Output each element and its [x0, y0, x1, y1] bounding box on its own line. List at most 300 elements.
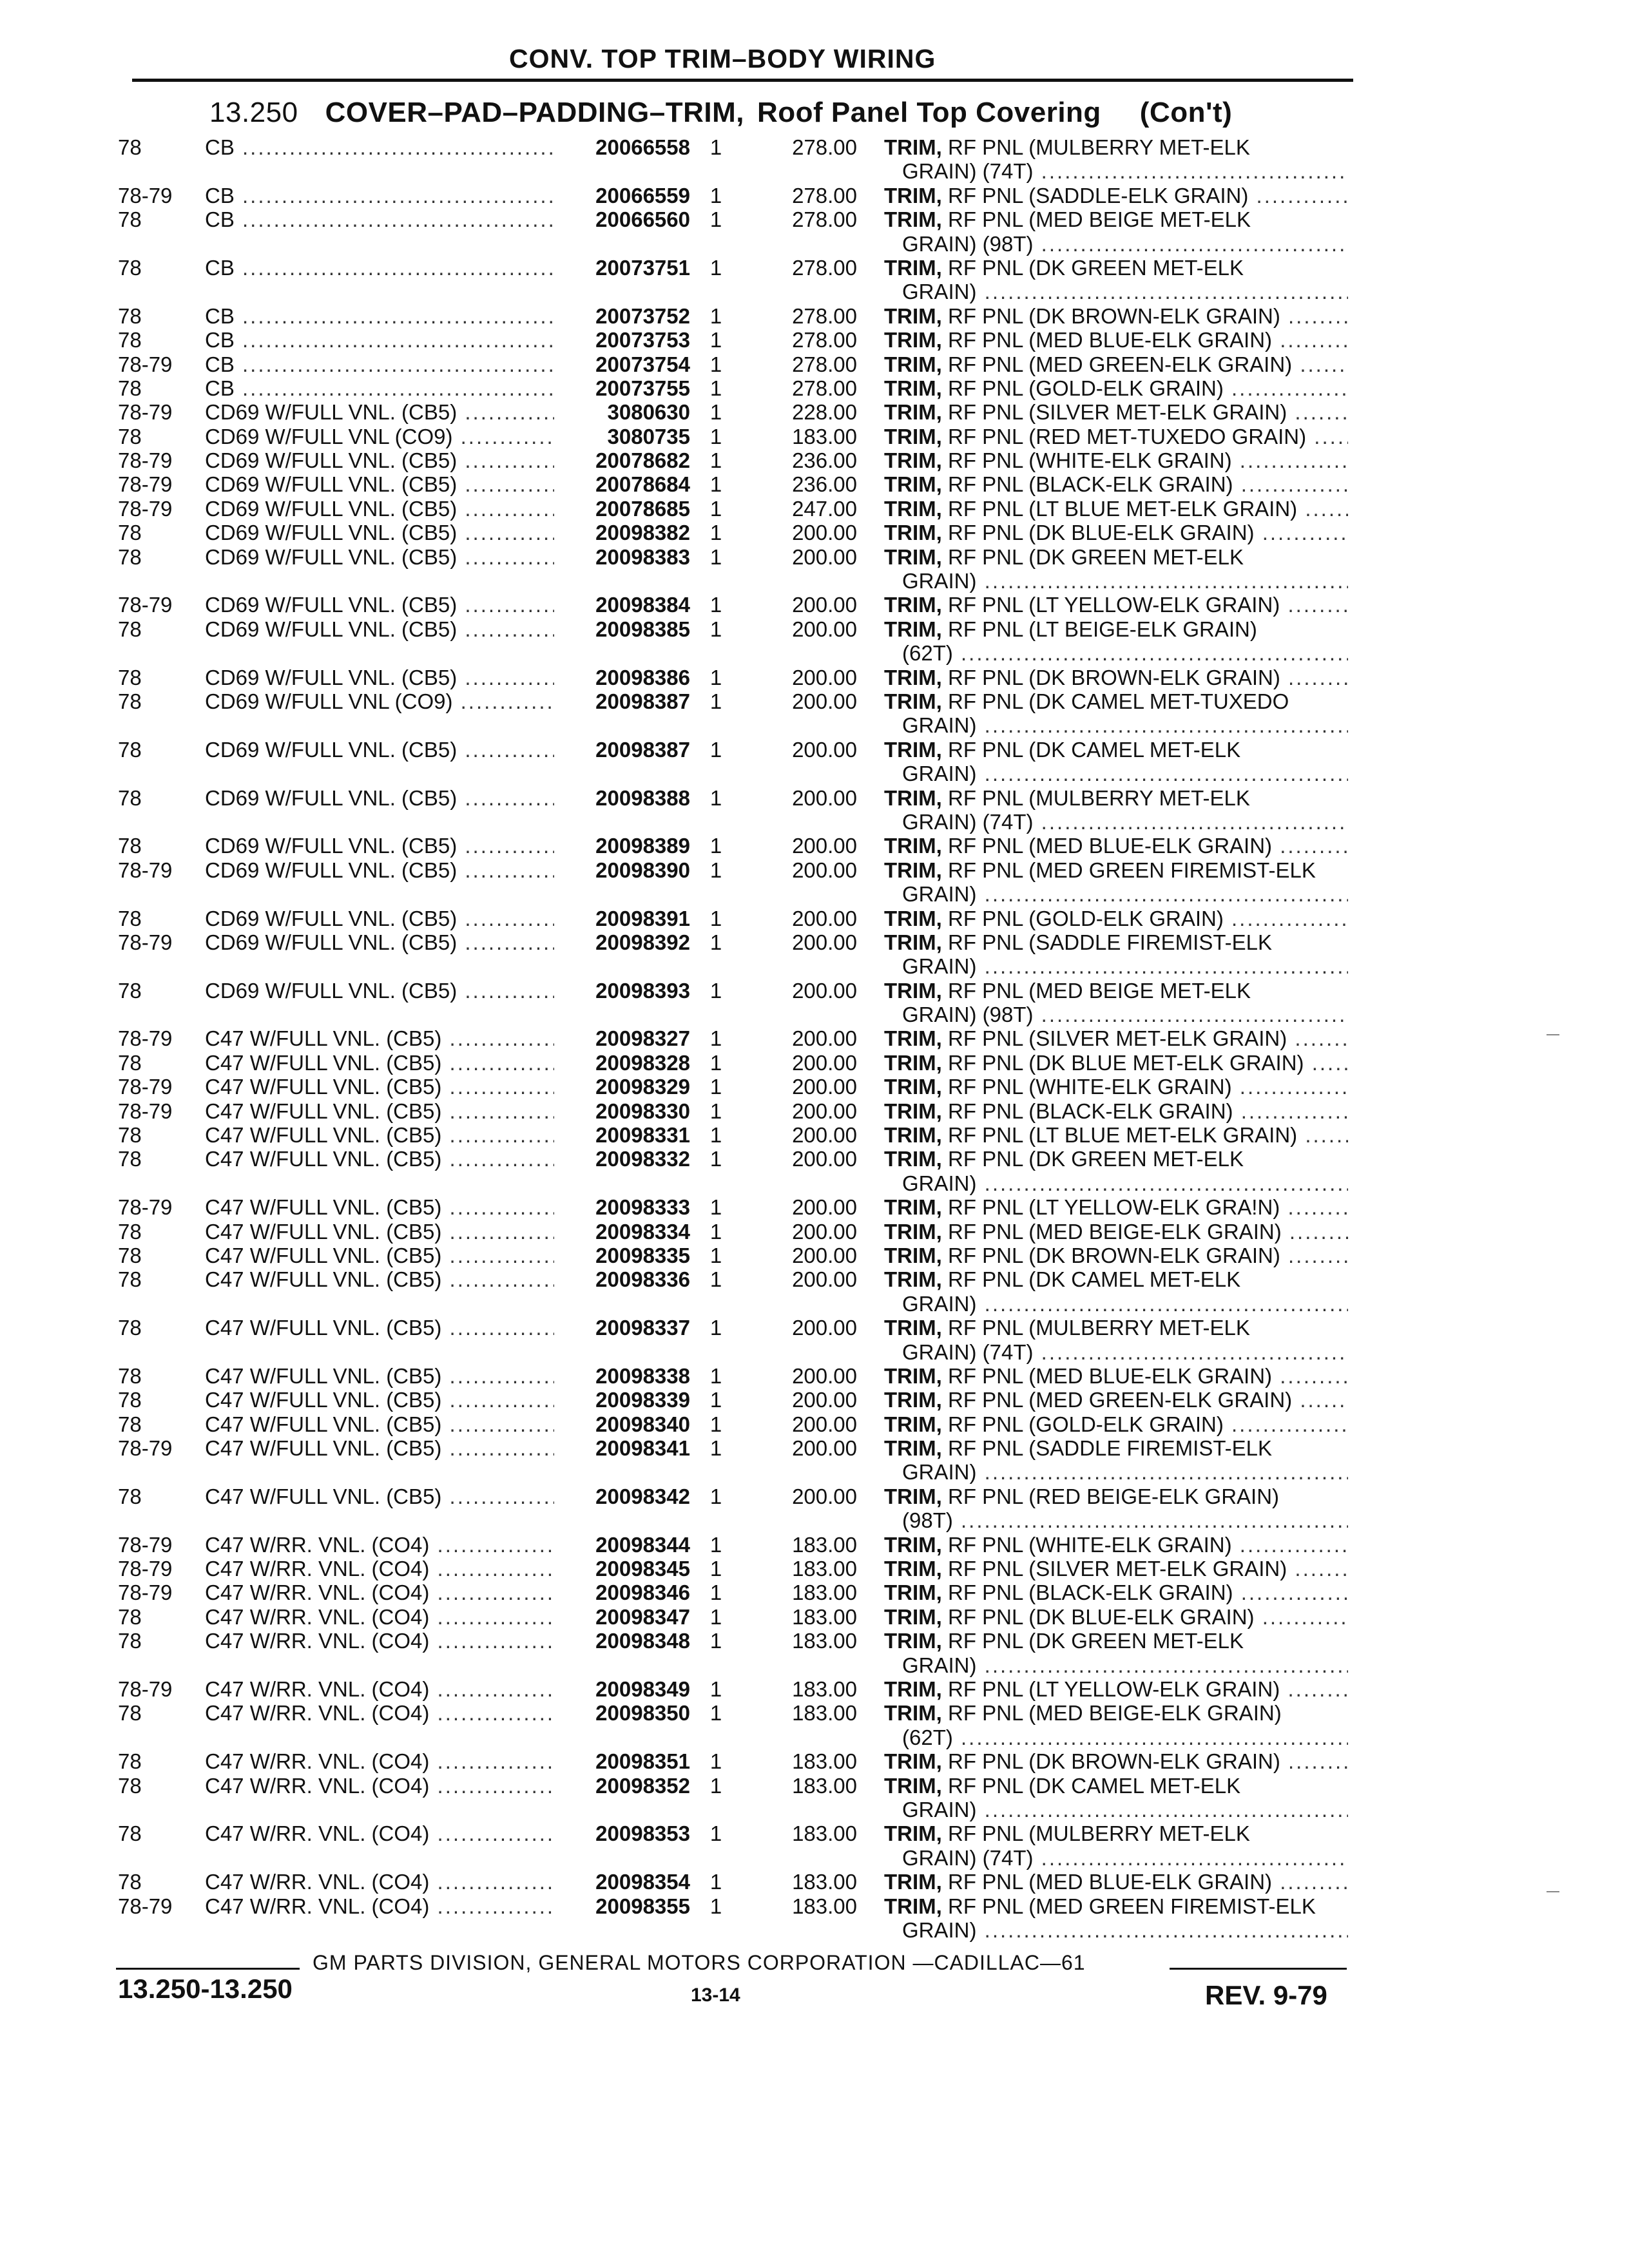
model-year: 78	[118, 1484, 142, 1508]
application: C47 W/RR. VNL. (CO4) .....	[205, 1629, 563, 1653]
description-text: RF PNL (DK CAMEL MET-ELK	[941, 737, 1241, 762]
quantity: 1	[709, 1629, 722, 1653]
description-text: RF PNL (DK BROWN-ELK GRAIN)	[941, 1749, 1280, 1774]
application: C47 W/FULL VNL. (CB5) .....	[205, 1267, 563, 1291]
table-row-continuation	[0, 713, 1629, 737]
description-text: RF PNL (MED GREEN FIREMIST-ELK	[941, 858, 1316, 882]
table-row	[0, 593, 1629, 617]
description-keyword: TRIM,	[884, 1243, 942, 1267]
description	[884, 207, 1348, 231]
quantity: 1	[709, 448, 722, 473]
price: 200.00	[792, 978, 857, 1003]
quantity: 1	[709, 1123, 722, 1148]
price: 200.00	[792, 1147, 857, 1171]
description	[884, 1099, 1348, 1123]
table-row-continuation	[0, 1918, 1629, 1942]
description-keyword: TRIM,	[884, 1484, 942, 1508]
application: C47 W/FULL VNL. (CB5) .....	[205, 1436, 563, 1460]
footer-rule-right	[1170, 1968, 1347, 1970]
description-text: RF PNL (MED BLUE-ELK GRAIN)	[941, 1363, 1273, 1388]
quantity: 1	[709, 400, 722, 425]
description	[884, 834, 1348, 858]
table-row	[0, 1677, 1629, 1701]
model-year: 78	[118, 1219, 142, 1244]
table-row	[0, 666, 1629, 689]
quantity: 1	[709, 1701, 722, 1725]
quantity: 1	[709, 1749, 722, 1774]
description-keyword: TRIM,	[884, 544, 942, 569]
price: 200.00	[792, 1243, 857, 1267]
model-year: 78-79	[118, 1894, 173, 1918]
description-keyword: TRIM,	[884, 665, 942, 689]
model-year: 78-79	[118, 1436, 173, 1461]
table-row-continuation	[0, 1725, 1629, 1749]
table-row-continuation	[0, 1003, 1629, 1026]
description-continuation: (62T) .....	[902, 1725, 1348, 1749]
description-keyword: TRIM,	[884, 1099, 942, 1123]
application: C47 W/FULL VNL. (CB5) .....	[205, 1364, 563, 1388]
description-text: RF PNL (MED BEIGE-ELK GRAIN)	[941, 1701, 1282, 1725]
quantity: 1	[709, 1316, 722, 1340]
quantity: 1	[709, 1243, 722, 1267]
description	[884, 930, 1348, 954]
quantity: 1	[709, 906, 722, 930]
description-keyword: TRIM,	[884, 737, 942, 762]
table-row	[0, 1364, 1629, 1388]
part-number: 20098392	[554, 930, 690, 954]
description-text: RF PNL (SADDLE FIREMIST-ELK	[941, 1436, 1273, 1461]
table-row	[0, 1894, 1629, 1918]
price: 278.00	[792, 328, 857, 352]
part-number: 20098347	[554, 1605, 690, 1629]
quantity: 1	[709, 617, 722, 641]
table-row	[0, 256, 1629, 280]
description-continuation: GRAIN) (74T) .....	[902, 810, 1348, 834]
description-continuation: GRAIN) (74T) .....	[902, 1846, 1348, 1870]
part-number: 20098346	[554, 1581, 690, 1604]
application: CD69 W/FULL VNL (CO9) .....	[205, 425, 563, 448]
table-row	[0, 1388, 1629, 1412]
description-keyword: TRIM,	[884, 785, 942, 810]
application: CD69 W/FULL VNL. (CB5) .....	[205, 979, 563, 1003]
description-text: RF PNL (DK BLUE-ELK GRAIN)	[941, 521, 1255, 545]
description-keyword: TRIM,	[884, 834, 942, 858]
description-text: RF PNL (DK BLUE-ELK GRAIN)	[941, 1604, 1255, 1629]
model-year: 78	[118, 665, 142, 689]
quantity: 1	[709, 1557, 722, 1581]
model-year: 78	[118, 689, 142, 713]
part-number: 20098355	[554, 1894, 690, 1918]
part-number: 3080630	[554, 400, 690, 424]
application: C47 W/FULL VNL. (CB5) .....	[205, 1244, 563, 1267]
quantity: 1	[709, 1363, 722, 1388]
description	[884, 907, 1348, 930]
price: 183.00	[792, 1581, 857, 1605]
application: CB .....	[205, 207, 563, 231]
table-row-continuation	[0, 1292, 1629, 1316]
model-year: 78-79	[118, 1532, 173, 1557]
model-year: 78-79	[118, 1581, 173, 1605]
description-keyword: TRIM,	[884, 135, 942, 159]
description-keyword: TRIM,	[884, 1219, 942, 1244]
description-keyword: TRIM,	[884, 424, 942, 448]
quantity: 1	[709, 1604, 722, 1629]
quantity: 1	[709, 1195, 722, 1220]
description-continuation: GRAIN) .....	[902, 882, 1348, 906]
quantity: 1	[709, 135, 722, 159]
price: 228.00	[792, 400, 857, 425]
table-row	[0, 858, 1629, 882]
description	[884, 1749, 1348, 1773]
table-row	[0, 786, 1629, 810]
description	[884, 352, 1348, 376]
parts-table	[0, 135, 1629, 1942]
description-keyword: TRIM,	[884, 1773, 942, 1798]
part-number: 20098389	[554, 834, 690, 858]
description-keyword: TRIM,	[884, 930, 942, 954]
price: 278.00	[792, 135, 857, 159]
quantity: 1	[709, 1075, 722, 1099]
description	[884, 497, 1348, 521]
description-text: RF PNL (LT BEIGE-ELK GRAIN)	[941, 617, 1257, 641]
description	[884, 472, 1348, 496]
description	[884, 1123, 1348, 1147]
table-row	[0, 1099, 1629, 1123]
description-continuation: GRAIN) .....	[902, 1918, 1348, 1942]
table-row	[0, 207, 1629, 231]
description-text: RF PNL (MULBERRY MET-ELK	[941, 135, 1250, 159]
table-row	[0, 907, 1629, 930]
part-number: 20098391	[554, 907, 690, 930]
model-year: 78-79	[118, 930, 173, 954]
price: 183.00	[792, 1773, 857, 1798]
description	[884, 1677, 1348, 1701]
application: CB .....	[205, 328, 563, 352]
description-text: RF PNL (BLACK-ELK GRAIN)	[941, 1581, 1233, 1605]
part-number: 20098327	[554, 1026, 690, 1050]
model-year: 78	[118, 1316, 142, 1340]
description	[884, 979, 1348, 1003]
part-number: 20098353	[554, 1821, 690, 1845]
application: C47 W/FULL VNL. (CB5) .....	[205, 1195, 563, 1219]
price: 236.00	[792, 472, 857, 497]
model-year: 78	[118, 424, 142, 448]
part-number: 20098337	[554, 1316, 690, 1340]
description	[884, 1485, 1348, 1508]
table-row	[0, 617, 1629, 641]
application: CD69 W/FULL VNL. (CB5) .....	[205, 930, 563, 954]
description-text: RF PNL (MED BEIGE MET-ELK	[941, 978, 1251, 1003]
model-year: 78	[118, 906, 142, 930]
price: 236.00	[792, 448, 857, 473]
model-year: 78	[118, 303, 142, 328]
description-keyword: TRIM,	[884, 1388, 942, 1412]
description-text: RF PNL (MULBERRY MET-ELK	[941, 785, 1250, 810]
description	[884, 1316, 1348, 1340]
description-keyword: TRIM,	[884, 1749, 942, 1774]
quantity: 1	[709, 858, 722, 882]
table-row	[0, 1220, 1629, 1244]
part-number: 20098384	[554, 593, 690, 617]
quantity: 1	[709, 689, 722, 713]
description-text: RF PNL (DK CAMEL MET-ELK	[941, 1267, 1241, 1292]
table-row	[0, 689, 1629, 713]
table-row-continuation	[0, 1508, 1629, 1532]
model-year: 78-79	[118, 593, 173, 617]
description-text: RF PNL (MED BLUE-ELK GRAIN)	[941, 1870, 1273, 1894]
application: CD69 W/FULL VNL. (CB5) .....	[205, 617, 563, 641]
part-number: 20098340	[554, 1412, 690, 1436]
table-row	[0, 304, 1629, 328]
description	[884, 521, 1348, 544]
description-keyword: TRIM,	[884, 400, 942, 425]
price: 200.00	[792, 1316, 857, 1340]
quantity: 1	[709, 1267, 722, 1292]
page-header-title: CONV. TOP TRIM–BODY WIRING	[509, 44, 936, 73]
description-text: RF PNL (RED MET-TUXEDO GRAIN)	[941, 424, 1307, 448]
description-keyword: TRIM,	[884, 1267, 942, 1292]
description-continuation: GRAIN) (98T) .....	[902, 1003, 1348, 1026]
quantity: 1	[709, 1894, 722, 1918]
application: CB .....	[205, 352, 563, 376]
price: 278.00	[792, 352, 857, 376]
footer-publisher: GM PARTS DIVISION, GENERAL MOTORS CORPORATION —CADILLAC—61	[313, 1951, 1086, 1974]
description	[884, 858, 1348, 882]
quantity: 1	[709, 1773, 722, 1798]
model-year: 78	[118, 1363, 142, 1388]
description-keyword: TRIM,	[884, 858, 942, 882]
part-number: 20078684	[554, 472, 690, 496]
price: 278.00	[792, 255, 857, 280]
description-keyword: TRIM,	[884, 376, 942, 400]
table-row-continuation	[0, 1460, 1629, 1484]
table-row-continuation	[0, 159, 1629, 183]
table-row	[0, 834, 1629, 858]
price: 200.00	[792, 689, 857, 713]
quantity: 1	[709, 737, 722, 762]
quantity: 1	[709, 1821, 722, 1846]
table-row-continuation	[0, 882, 1629, 906]
footer-section-range: 13.250-13.250	[118, 1974, 293, 2004]
description	[884, 1701, 1348, 1725]
application: C47 W/RR. VNL. (CO4) .....	[205, 1533, 563, 1557]
model-year: 78	[118, 328, 142, 352]
application: C47 W/FULL VNL. (CB5) .....	[205, 1075, 563, 1099]
price: 183.00	[792, 1557, 857, 1581]
price: 200.00	[792, 1436, 857, 1461]
description	[884, 1388, 1348, 1412]
price: 200.00	[792, 665, 857, 689]
part-number: 20078682	[554, 448, 690, 472]
application: C47 W/FULL VNL. (CB5) .....	[205, 1220, 563, 1244]
table-row	[0, 1075, 1629, 1099]
quantity: 1	[709, 1388, 722, 1412]
description-text: RF PNL (LT BLUE MET-ELK GRAIN)	[941, 496, 1298, 521]
application: CD69 W/FULL VNL. (CB5) .....	[205, 497, 563, 521]
quantity: 1	[709, 1677, 722, 1701]
description	[884, 425, 1348, 448]
application: CB .....	[205, 304, 563, 328]
price: 200.00	[792, 593, 857, 617]
model-year: 78	[118, 255, 142, 280]
application: CD69 W/FULL VNL. (CB5) .....	[205, 834, 563, 858]
price: 200.00	[792, 617, 857, 641]
description	[884, 786, 1348, 810]
description	[884, 1267, 1348, 1291]
table-row-continuation	[0, 1798, 1629, 1821]
part-number: 20098385	[554, 617, 690, 641]
application: C47 W/FULL VNL. (CB5) .....	[205, 1147, 563, 1171]
description	[884, 1605, 1348, 1629]
description-continuation: GRAIN) .....	[902, 1460, 1348, 1484]
description-continuation: GRAIN) (98T) .....	[902, 232, 1348, 256]
description-keyword: TRIM,	[884, 521, 942, 545]
table-row	[0, 1412, 1629, 1436]
description-text: RF PNL (DK CAMEL MET-TUXEDO	[941, 689, 1289, 713]
description-keyword: TRIM,	[884, 1557, 942, 1581]
price: 200.00	[792, 906, 857, 930]
part-number: 20098354	[554, 1870, 690, 1894]
description-continuation: GRAIN) .....	[902, 1798, 1348, 1821]
table-row	[0, 1244, 1629, 1267]
description-continuation: (62T) .....	[902, 641, 1348, 665]
description	[884, 1533, 1348, 1557]
quantity: 1	[709, 930, 722, 954]
description-text: RF PNL (MULBERRY MET-ELK	[941, 1821, 1250, 1846]
price: 183.00	[792, 1629, 857, 1653]
price: 183.00	[792, 1532, 857, 1557]
description-keyword: TRIM,	[884, 1363, 942, 1388]
description-text: RF PNL (MED BLUE-ELK GRAIN)	[941, 834, 1273, 858]
footer-rule-left	[116, 1968, 300, 1970]
model-year: 78	[118, 1749, 142, 1774]
part-number: 20098390	[554, 858, 690, 882]
quantity: 1	[709, 665, 722, 689]
description	[884, 1051, 1348, 1075]
description	[884, 1436, 1348, 1460]
price: 183.00	[792, 1894, 857, 1918]
description-text: RF PNL (DK BROWN-ELK GRAIN)	[941, 665, 1280, 689]
part-number: 20098382	[554, 521, 690, 544]
model-year: 78	[118, 834, 142, 858]
price: 183.00	[792, 1870, 857, 1894]
price: 200.00	[792, 1484, 857, 1508]
description-continuation: GRAIN) (74T) .....	[902, 159, 1348, 183]
description	[884, 328, 1348, 352]
application: CB .....	[205, 376, 563, 400]
model-year: 78-79	[118, 183, 173, 207]
quantity: 1	[709, 1026, 722, 1051]
description	[884, 1220, 1348, 1244]
application: C47 W/FULL VNL. (CB5) .....	[205, 1099, 563, 1123]
description-text: RF PNL (LT YELLOW-ELK GRA!N)	[941, 1195, 1280, 1220]
table-row	[0, 1701, 1629, 1725]
description-keyword: TRIM,	[884, 1894, 942, 1918]
model-year: 78	[118, 1821, 142, 1846]
description-keyword: TRIM,	[884, 448, 942, 473]
description-keyword: TRIM,	[884, 617, 942, 641]
price: 200.00	[792, 737, 857, 762]
model-year: 78	[118, 1701, 142, 1725]
application: CD69 W/FULL VNL. (CB5) .....	[205, 472, 563, 496]
description-continuation: GRAIN) .....	[902, 569, 1348, 593]
application: C47 W/RR. VNL. (CO4) .....	[205, 1557, 563, 1581]
application: C47 W/FULL VNL. (CB5) .....	[205, 1485, 563, 1508]
application: C47 W/FULL VNL. (CB5) .....	[205, 1412, 563, 1436]
quantity: 1	[709, 255, 722, 280]
application: C47 W/RR. VNL. (CO4) .....	[205, 1870, 563, 1894]
price: 278.00	[792, 183, 857, 207]
application: C47 W/FULL VNL. (CB5) .....	[205, 1026, 563, 1050]
model-year: 78-79	[118, 1557, 173, 1581]
description	[884, 448, 1348, 472]
description-keyword: TRIM,	[884, 1701, 942, 1725]
description	[884, 1412, 1348, 1436]
description-text: RF PNL (GOLD-ELK GRAIN)	[941, 1412, 1224, 1436]
quantity: 1	[709, 834, 722, 858]
table-row-continuation	[0, 641, 1629, 665]
description-continuation: GRAIN) .....	[902, 954, 1348, 978]
table-row	[0, 135, 1629, 159]
description-continuation: GRAIN) (74T) .....	[902, 1340, 1348, 1364]
description-text: RF PNL (GOLD-ELK GRAIN)	[941, 906, 1224, 930]
footer-page-number: 13-14	[691, 1984, 740, 2006]
description-text: RF PNL (BLACK-ELK GRAIN)	[941, 472, 1233, 497]
part-number: 20098387	[554, 689, 690, 713]
part-number: 20098342	[554, 1485, 690, 1508]
quantity: 1	[709, 424, 722, 448]
description-text: RF PNL (MULBERRY MET-ELK	[941, 1316, 1250, 1340]
quantity: 1	[709, 328, 722, 352]
description-text: RF PNL (SILVER MET-ELK GRAIN)	[941, 1026, 1287, 1051]
part-number: 20098344	[554, 1533, 690, 1557]
application: C47 W/RR. VNL. (CO4) .....	[205, 1749, 563, 1773]
table-row-continuation	[0, 810, 1629, 834]
description-text: RF PNL (MED GREEN FIREMIST-ELK	[941, 1894, 1316, 1918]
model-year: 78	[118, 1123, 142, 1148]
description	[884, 1821, 1348, 1845]
margin-mark	[1547, 1034, 1559, 1035]
price: 200.00	[792, 544, 857, 569]
description-text: RF PNL (BLACK-ELK GRAIN)	[941, 1099, 1233, 1123]
description-keyword: TRIM,	[884, 1532, 942, 1557]
quantity: 1	[709, 1581, 722, 1605]
application: C47 W/FULL VNL. (CB5) .....	[205, 1388, 563, 1412]
table-row	[0, 1123, 1629, 1147]
description-text: RF PNL (DK GREEN MET-ELK	[941, 544, 1244, 569]
quantity: 1	[709, 785, 722, 810]
table-row	[0, 1605, 1629, 1629]
model-year: 78	[118, 1629, 142, 1653]
description-keyword: TRIM,	[884, 1604, 942, 1629]
application: C47 W/RR. VNL. (CO4) .....	[205, 1605, 563, 1629]
header-rule	[132, 79, 1353, 82]
description-keyword: TRIM,	[884, 1050, 942, 1075]
price: 183.00	[792, 424, 857, 448]
price: 200.00	[792, 1412, 857, 1436]
description-keyword: TRIM,	[884, 1026, 942, 1051]
table-row	[0, 425, 1629, 448]
description-text: RF PNL (DK CAMEL MET-ELK	[941, 1773, 1241, 1798]
table-row	[0, 1533, 1629, 1557]
table-row-continuation	[0, 762, 1629, 785]
section-number: 13.250	[209, 97, 298, 128]
description	[884, 666, 1348, 689]
model-year: 78	[118, 1267, 142, 1292]
part-number: 20073753	[554, 328, 690, 352]
model-year: 78	[118, 1243, 142, 1267]
description-text: RF PNL (WHITE-ELK GRAIN)	[941, 1075, 1232, 1099]
